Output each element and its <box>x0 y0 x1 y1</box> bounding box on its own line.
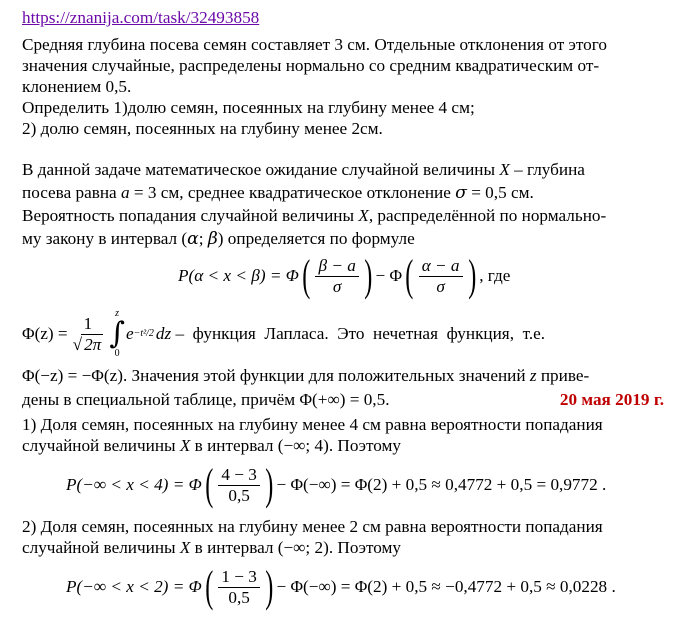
solution-line-1 <box>22 160 585 181</box>
formula-text: P(−∞ < x < 4) = Φ <box>66 474 202 494</box>
numerator: β − a <box>315 257 358 277</box>
text-span: . <box>385 390 390 409</box>
var-z: z <box>529 366 537 385</box>
fraction <box>70 315 107 354</box>
numerator: 1 <box>81 315 96 335</box>
formula-text: P(−∞ < x < 2) = Φ <box>66 576 202 596</box>
var-x: X <box>179 436 191 455</box>
laplace-lhs: Φ(z) = <box>22 323 68 343</box>
formula-text: , где <box>479 265 511 285</box>
text-span: в интервал (−∞; 4). Поэтому <box>190 436 402 455</box>
formula-text: − Φ <box>375 265 403 285</box>
integral-sign: ∫ <box>109 316 125 351</box>
text-span: дены в специальной таблице, причём <box>22 390 300 409</box>
left-paren: ( <box>302 251 311 300</box>
table-line <box>22 390 664 411</box>
text-span: ; <box>198 229 208 248</box>
var-beta: β <box>207 229 218 249</box>
part1-formula <box>66 459 606 511</box>
part1-line-1: 1) Доля семян, посеянных на глубину менее 4 см равна вероятности попадания <box>22 415 603 434</box>
right-paren: ) <box>467 251 476 300</box>
text-span: ) определяется по формуле <box>217 229 415 248</box>
denominator: 0,5 <box>228 587 250 607</box>
text-span: случайной величины <box>22 538 180 557</box>
differential: dz <box>155 323 172 343</box>
var-sigma: σ <box>455 183 467 203</box>
lower-limit: 0 <box>114 348 120 359</box>
odd-function-line <box>22 366 589 387</box>
var-a: a <box>120 183 130 202</box>
left-paren: ( <box>405 251 414 300</box>
right-paren: ) <box>364 251 373 300</box>
part2-formula <box>66 561 616 613</box>
text-span: приве- <box>536 366 590 385</box>
text-span: – глубина <box>509 160 585 179</box>
left-paren: ( <box>204 460 214 509</box>
denominator: σ <box>436 276 445 296</box>
laplace-function-line <box>22 308 664 360</box>
text-span: , распределённой по нормально- <box>368 206 607 225</box>
problem-line-4: Определить 1)долю семян, посеянных на глубину менее 4 см; <box>22 98 475 117</box>
source-link[interactable]: https://znanija.com/task/32493858 <box>22 8 260 27</box>
var-x: X <box>179 538 191 557</box>
denominator: 0,5 <box>228 485 250 505</box>
problem-line-3: клонением 0,5. <box>22 77 132 96</box>
fraction <box>218 568 259 607</box>
sqrt-content: 2π <box>84 334 102 354</box>
integral <box>109 309 125 359</box>
formula-text: − Φ(−∞) = Φ(2) + 0,5 ≈ −0,4772 + 0,5 ≈ 0,0228 . <box>276 576 616 596</box>
text-span: случайной величины <box>22 436 180 455</box>
text-span: му закону в интервал ( <box>22 229 188 248</box>
phi-infinity: Φ(+∞) = 0,5 <box>299 390 386 409</box>
part2-line-1: 2) Доля семян, посеянных на глубину менее 2 см равна вероятности попадания <box>22 517 603 536</box>
text-span: . Значения этой функции для положительных значений <box>122 366 530 385</box>
solution-line-2 <box>22 183 534 204</box>
right-paren: ) <box>265 460 274 509</box>
text-span: = 0,5 см. <box>466 183 534 202</box>
odd-identity: Φ(−z) = −Φ(z) <box>22 366 123 385</box>
problem-line-2: значения случайные, распределены нормально со средним квадратическим от- <box>22 56 600 75</box>
left-paren: ( <box>204 562 214 611</box>
solution-line-4 <box>22 229 415 250</box>
exp-power: −t²/2 <box>133 327 154 339</box>
right-paren: ) <box>265 562 274 611</box>
source-link-line <box>22 8 259 29</box>
exp-base: e <box>125 323 134 343</box>
solution-line-3 <box>22 206 606 227</box>
part2-line-2 <box>22 538 401 559</box>
fraction <box>419 257 463 296</box>
text-span: в интервал (−∞; 2). Поэтому <box>190 538 402 557</box>
text-span: = 3 см, среднее квадратическое отклонение <box>129 183 456 202</box>
denominator: σ <box>332 276 342 296</box>
laplace-description: – функция Лапласа. Это нечетная функция, т.е. <box>171 323 546 343</box>
probability-formula <box>178 250 510 302</box>
numerator: 1 − 3 <box>218 568 259 588</box>
numerator: 4 − 3 <box>218 466 259 486</box>
var-x: X <box>499 160 510 179</box>
text-span: Вероятность попадания случайной величины <box>22 206 359 225</box>
problem-line-5: 2) долю семян, посеянных на глубину менее 2см. <box>22 119 383 138</box>
problem-line-1: Средняя глубина посева семян составляет 3 см. Отдельные отклонения от этого <box>22 35 607 54</box>
fraction <box>218 466 259 505</box>
var-alpha: α <box>187 229 199 249</box>
upper-limit: z <box>115 308 120 319</box>
date-stamp: 20 мая 2019 г. <box>559 390 664 409</box>
part1-line-2 <box>22 436 401 457</box>
text-span: В данной задаче математическое ожидание случайной величины <box>22 160 500 179</box>
var-x: X <box>358 206 369 225</box>
formula-text: − Φ(−∞) = Φ(2) + 0,5 ≈ 0,4772 + 0,5 = 0,9772 . <box>276 474 607 494</box>
sqrt-sign: √ <box>72 334 83 354</box>
fraction <box>315 257 358 296</box>
text-span: посева равна <box>22 183 121 202</box>
formula-text: P(α < x < β) = Φ <box>178 265 299 285</box>
denominator <box>70 335 107 354</box>
numerator: α − a <box>419 257 463 277</box>
